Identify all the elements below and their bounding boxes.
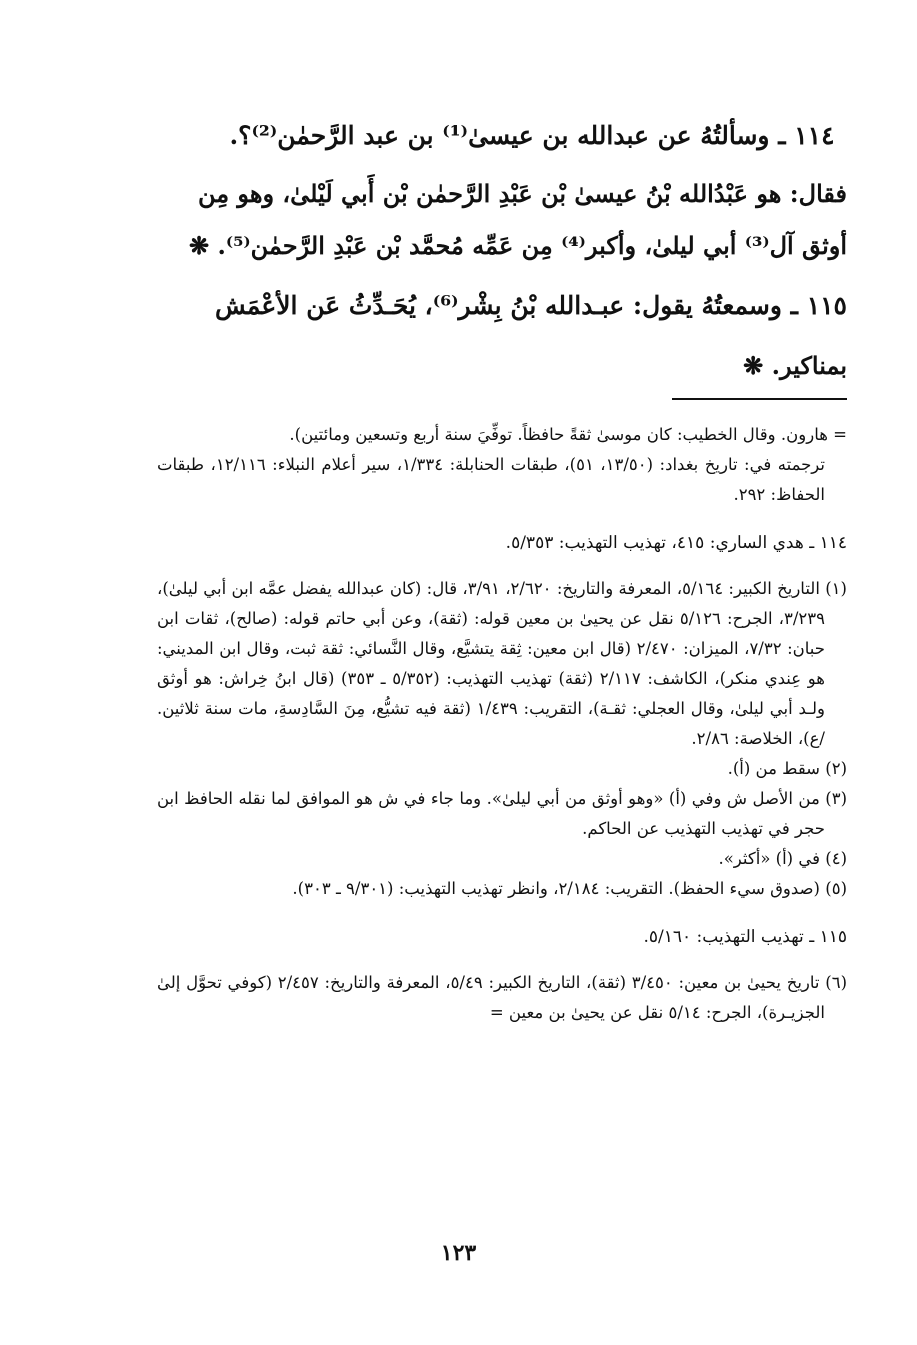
footnote-5: (٥) (صدوق سيء الحفظ). التقريب: ٢/١٨٤، وانظر تهذيب التهذيب: (٩/٣٠١ ـ ٣٠٣). — [292, 879, 847, 898]
entry-115-line-2: بمناكير. ❋ — [743, 351, 847, 380]
footnotes — [157, 420, 847, 1028]
entry-114-question: ١١٤ ـ وسألتُهُ عن عبدالله بن عيسىٰ⁽¹⁾ بن عبد الرَّحمٰن⁽²⁾؟. — [229, 121, 835, 150]
footnote-heading-114: ١١٤ ـ هدي الساري: ٤١٥، تهذيب التهذيب: ٥/٣٥٣. — [505, 533, 847, 553]
footnote-2: (٢) سقط من (أ). — [727, 759, 847, 778]
entry-114-answer-line-2: أوثق آل⁽³⁾ أبي ليلىٰ، وأكبر⁽⁴⁾ مِن عَمِّه مُحمَّد بْن عَبْدِ الرَّحمٰن⁽⁵⁾. ❋ — [189, 231, 847, 260]
footnote-separator — [672, 398, 847, 400]
main-text — [157, 110, 847, 392]
entry-115-line-1: ١١٥ ـ وسمعتُهُ يقول: عبـدالله بْنُ بِشْر⁽⁶⁾، يُحَـدِّثُ عَن الأعْمَش — [215, 291, 847, 320]
page-number: ١٢٣ — [440, 1240, 477, 1266]
footnote-continuation-line-2: ترجمته في: تاريخ بغداد: (١٣/٥٠، ٥١)، طبقات الحنابلة: ١/٣٣٤، سير أعلام النبلاء: ١٢/١١٦، طبقات الحفاظ: ٢٩٢. — [157, 455, 825, 504]
footnote-continuation-line-1: = هارون. وقال الخطيب: كان موسىٰ ثقةً حافظاً. توفِّيَ سنة أربع وتسعين ومائتين). — [289, 425, 847, 444]
footnote-6: (٦) تاريخ يحيىٰ بن معين: ٣/٤٥٠ (ثقة)، التاريخ الكبير: ٥/٤٩، المعرفة والتاريخ: ٢/٤٥٧ (كوفي تحوَّل إلىٰ الجزيـرة)، الجرح: ٥/١٤ نقل عن يحيىٰ بن معين = — [157, 973, 847, 1022]
footnote-heading-115: ١١٥ ـ تهذيب التهذيب: ٥/١٦٠. — [643, 927, 847, 947]
footnote-4: (٤) في (أ) «أكثر». — [718, 849, 847, 868]
entry-114-answer-line-1: فقال: هو عَبْدُالله بْنُ عيسىٰ بْن عَبْدِ الرَّحمٰن بْن أَبي لَيْلىٰ، وهو مِن — [197, 179, 847, 208]
footnote-1: (١) التاريخ الكبير: ٥/١٦٤، المعرفة والتاريخ: ٢/٦٢٠، ٣/٩١، قال: (كان عبدالله يفضل عمَّه ابن أبي ليلىٰ)، ٣/٢٣٩، الجرح: ٥/١٢٦ نقل عن يحيىٰ بن معين قوله: (ثقة)، وعن أبي حاتم قوله: (صالح)، ثقات ابن حبان: ٧/٣٢، الميزان: ٢/٤٧٠ (قال ابن معين: ثِقة يتشيَّع، وقال النَّسائي: ثقة ثبت، وقال ابن المديني: هو عِندي منكر)، الكاشف: ٢/١١٧ (ثقة) تهذيب التهذيب: (٥/٣٥٢ ـ ٣٥٣) (قال ابنُ خِراش: هو أوثق ولـد أبي ليلىٰ، وقال العجلي: ثقـة)، التقريب: ١/٤٣٩ (ثقة فيه تشيُّع، مِنَ السَّادِسةِ، مات سنة ثلاثين. /ع)، الخلاصة: ٢/٨٦. — [157, 579, 847, 748]
footnote-3: (٣) من الأصل ش وفي (أ) «وهو أوثق من أبي ليلىٰ». وما جاء في ش هو الموافق لما نقله الحافظ ابن حجر في تهذيب التهذيب عن الحاكم. — [157, 789, 847, 838]
